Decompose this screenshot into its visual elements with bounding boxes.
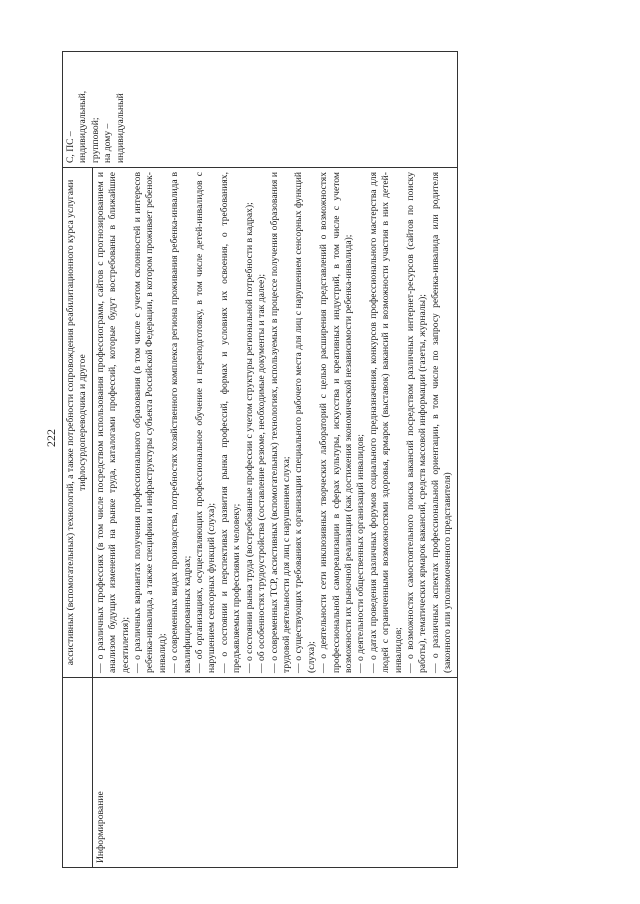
service-name: Информирование (94, 791, 106, 863)
list-item: — о деятельности сети инклюзивных творческих лабораторий с целью расширения представлений о возможностях профессиональной самореализации в сферах культуры, искусства и креативных индустрий, в том числе с учетом возможности их рыночной реализации (как достижения экономической независимости ребенка-инвалида); (318, 172, 354, 673)
list-item: — о датах проведения различных форумов социального предназначения, конкурсов профессионального мастерства для людей с ограниченными возможностями здоровья, ярмарок (выставок) вакансий и возможности участия в них детей-инвалидов; (367, 172, 404, 673)
list-item: — о современных видах производства, потребностях хозяйственного комплекса региона проживания ребенка-инвалида в квалифицированных кадрах; (169, 172, 193, 673)
row1-description-cell (63, 168, 93, 678)
list-item: — о различных профессиях (в том числе посредством использования профессиограмм, сайтов с прогнозированием и анализом будущих изменений на рынке труда, каталогами профессий, которые будут востребованы в ближайшие десятилетия); (94, 172, 131, 673)
list-item: — о деятельности общественных организаций инвалидов; (355, 434, 367, 673)
row2-service-name-cell (92, 678, 457, 868)
list-item: — об организациях, осуществляющих профессиональное обучение и переподготовку, в том числе детей-инвалидов с нарушением сенсорных функций (слуха); (194, 172, 218, 673)
row2-items-cell (92, 168, 457, 678)
row1-description: ассистивных (вспомогательных) технологий, а также потребности сопровождения реабилитационного курса услугами тифлосурдопереводчика и другое (65, 179, 89, 666)
list-item: — о состоянии рынка труда (востребованные профессии с учетом структуры региональной потребности в кадрах); (243, 202, 255, 673)
table-row (63, 52, 93, 868)
form-line: индивидуальный, (77, 90, 89, 163)
row1-form-cell (63, 52, 458, 168)
table-row (92, 52, 457, 868)
list-item: — о состоянии и перспективах развития рынка профессий, формах и условиях их освоения, о требованиях, предъявляемых профессиями к человеку; (218, 172, 243, 673)
list-item: — об особенностях трудоустройства (составление резюме, необходимые документы и так далее); (256, 273, 268, 673)
list-item: — о различных вариантах получения профессионального образования (в том числе с учетом склонностей и интересов ребенка-инвалида, а также специфики и инфраструктуры субъекта Российской Федерации, в котором проживает ребенок-инвалид); (132, 172, 168, 673)
form-line: на дому – (102, 123, 114, 163)
form-line: групповой; (89, 117, 101, 163)
row1-col1-cell (63, 678, 93, 868)
form-line: С, ПС – (65, 131, 76, 163)
services-table (62, 51, 458, 868)
rotated-table-wrapper (62, 52, 592, 868)
form-line: индивидуальный (114, 93, 126, 163)
list-item: — о различных аспектах профессиональной ориентации, в том числе по запросу ребенка-инвалида или родителя (законного или уполномоченного представителя) (429, 172, 454, 673)
list-item: — о существующих требованиях к организации специального рабочего места для лиц с нарушением сенсорных функций (слуха); (293, 172, 317, 673)
page-number-text: 222 (43, 429, 58, 447)
list-item: — о современных ТСР, ассистивных (вспомогательных) технологиях, используемых в процессе получения образования и трудовой деятельности для лиц с нарушением слуха; (268, 172, 292, 673)
list-item: — о возможностях самостоятельного поиска вакансий посредством различных интернет-ресурсов (сайтов по поиску работы), тематических ярмарок вакансий, средств массовой информации (газеты, журналы); (404, 172, 429, 673)
